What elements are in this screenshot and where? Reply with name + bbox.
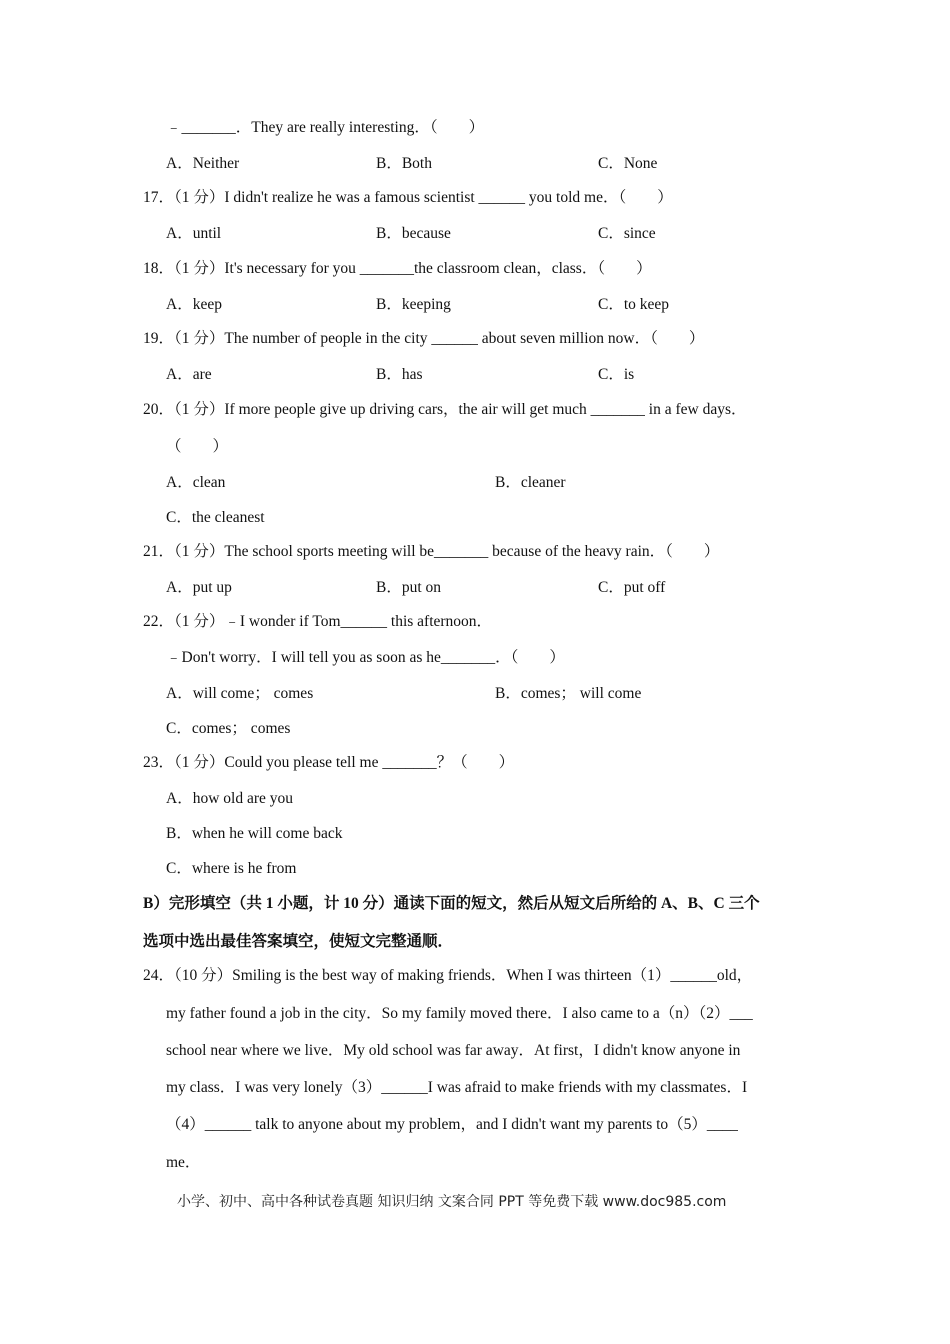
q23-option-a: A．how old are you xyxy=(166,790,293,807)
q24-passage-line5: （4）______ talk to anyone about my problem，and I didn't want my parents to（5）____ xyxy=(166,1116,738,1133)
q23-option-c: C．where is he from xyxy=(166,860,297,877)
q17-stem: 17．（1 分）I didn't realize he was a famous scientist ______ you told me．（ ） xyxy=(143,189,673,206)
q20-option-c: C．the cleanest xyxy=(166,509,265,526)
q24-passage-line3: school near where we live．My old school was far away．At first，I didn't know anyone in xyxy=(166,1042,741,1059)
q22-option-c: C．comes； comes xyxy=(166,720,291,737)
q24-passage-line6: me． xyxy=(166,1154,201,1171)
q20-option-b: B．cleaner xyxy=(495,474,566,491)
q21-stem: 21．（1 分）The school sports meeting will be_______ because of the heavy rain．（ ） xyxy=(143,543,720,560)
q16-option-a: A．Neither xyxy=(166,155,240,172)
q19-stem: 19．（1 分）The number of people in the city ______ about seven million now．（ ） xyxy=(143,330,705,347)
q23-option-b: B．when he will come back xyxy=(166,825,343,842)
q19-option-a: A．are xyxy=(166,366,212,383)
q21-option-a: A．put up xyxy=(166,579,232,596)
q22-option-b: B．comes； will come xyxy=(495,685,642,702)
q19-option-c: C．is xyxy=(598,366,635,383)
q16-continuation: ﹣_______．They are really interesting．（ ） xyxy=(166,119,485,136)
q19-option-b: B．has xyxy=(376,366,423,383)
q24-passage-line2: my father found a job in the city．So my family moved there．I also came to a（n）（2）___ xyxy=(166,1005,753,1022)
q22-option-a: A．will come； comes xyxy=(166,685,314,702)
q17-option-b: B．because xyxy=(376,225,451,242)
q22-stem: 22．（1 分）﹣I wonder if Tom______ this afternoon． xyxy=(143,613,493,630)
q21-option-b: B．put on xyxy=(376,579,442,596)
q18-option-b: B．keeping xyxy=(376,296,451,313)
q18-stem: 18．（1 分）It's necessary for you _______the classroom clean，class．（ ） xyxy=(143,260,652,277)
q16-option-b: B．Both xyxy=(376,155,432,172)
q24-passage-line4: my class．I was very lonely（3）______I was afraid to make friends with my classmates．I xyxy=(166,1079,748,1096)
q17-option-c: C．since xyxy=(598,225,656,242)
q17-option-a: A．until xyxy=(166,225,222,242)
q24-passage-line1: 24．（10 分）Smiling is the best way of making friends．When I was thirteen（1）______old， xyxy=(143,967,753,984)
q21-option-c: C．put off xyxy=(598,579,666,596)
page-footer: 小学、初中、高中各种试卷真题 知识归纳 文案合同 PPT 等免费下载 www.doc985.com xyxy=(177,1194,727,1210)
section-b-heading-line1: B）完形填空（共 1 小题，计 10 分）通读下面的短文，然后从短文后所给的 A、B、C 三个 xyxy=(143,895,760,912)
q22-continuation: ﹣Don't worry．I will tell you as soon as he_______．（ ） xyxy=(166,649,565,666)
q20-stem: 20．（1 分）If more people give up driving cars，the air will get much _______ in a few days． xyxy=(143,401,747,418)
q20-option-a: A．clean xyxy=(166,474,226,491)
q16-option-c: C．None xyxy=(598,155,658,172)
q18-option-c: C．to keep xyxy=(598,296,670,313)
q23-stem: 23．（1 分）Could you please tell me _______？（ ） xyxy=(143,754,515,771)
q18-option-a: A．keep xyxy=(166,296,222,313)
section-b-heading-line2: 选项中选出最佳答案填空，使短文完整通顺． xyxy=(143,933,454,950)
q20-answer-parens: （ ） xyxy=(166,438,229,455)
